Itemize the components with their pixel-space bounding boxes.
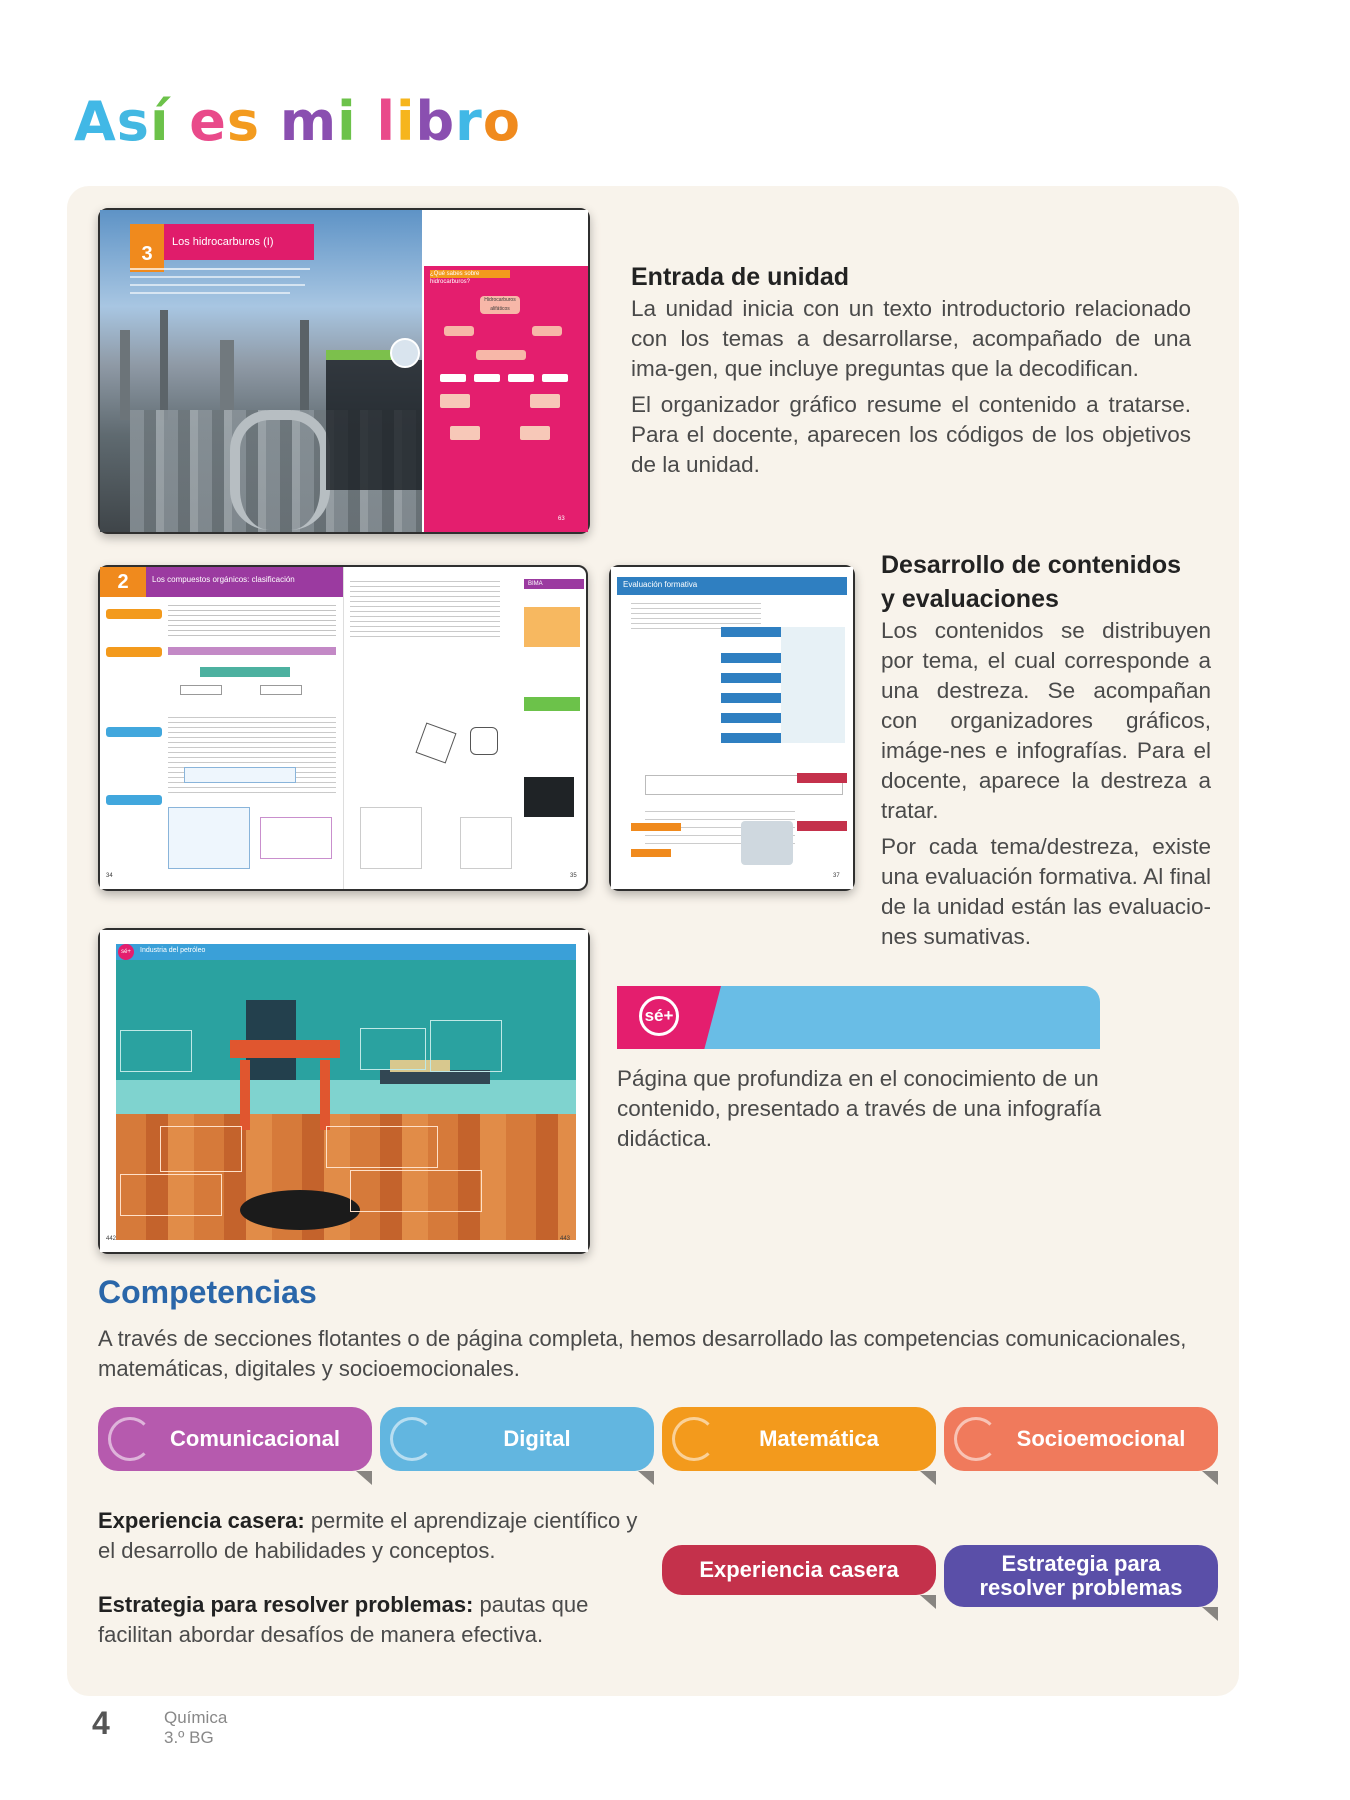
- estrategia-description: [98, 1590, 638, 1650]
- unit-question: ¿Qué sabes sobre hidrocarburos?: [430, 270, 510, 278]
- estrategia-text: pautas que facilitan abordar desafíos de manera efectiva.: [98, 1592, 589, 1647]
- estrategia-label: Estrategia para resolver problemas:: [98, 1592, 474, 1617]
- tag-matematica-label: Matemática: [759, 1426, 879, 1451]
- desarrollo-title-line-1: Desarrollo de contenidos: [881, 551, 1182, 579]
- desarrollo-title-line-2: y evaluaciones: [881, 585, 1059, 613]
- contents-number: 2: [100, 567, 146, 597]
- page-title: [74, 90, 521, 153]
- footer-subject: Química: [164, 1708, 228, 1727]
- semas-description: Página que profundiza en el conocimiento de un contenido, presentado a través de una infografía didáctica.: [617, 1066, 1102, 1151]
- title-letter: [357, 90, 377, 153]
- experiencia-label: Experiencia casera:: [98, 1508, 305, 1533]
- page-number: 4: [92, 1705, 110, 1741]
- entrada-paragraph-2: El organizador gráfico resume el contenido a tratarse. Para el docente, aparecen los códigos de los objetivos de la unidad.: [631, 392, 1191, 477]
- tag-socioemocional: [944, 1407, 1218, 1471]
- competencia-c-icon: [672, 1417, 716, 1461]
- entrada-section: [631, 260, 1191, 486]
- unit-heading: Los hidrocarburos (I): [164, 224, 314, 260]
- title-letter: í: [149, 90, 170, 153]
- organizer-root: Hidrocarburos alifáticos: [480, 296, 520, 314]
- competencia-ic-icon: [954, 1417, 998, 1461]
- tag-experiencia-casera-label: Experiencia casera: [699, 1557, 899, 1582]
- evaluation-preview: [609, 565, 855, 891]
- tag-matematica: [662, 1407, 936, 1471]
- title-letter: l: [376, 90, 396, 153]
- title-letter: b: [415, 90, 456, 153]
- contents-preview: [98, 565, 588, 891]
- tag-experiencia-casera: [662, 1545, 936, 1595]
- title-letter: s: [116, 90, 150, 153]
- desarrollo-paragraph-2: Por cada tema/destreza, existe una evaluación formativa. Al final de la unidad están las evaluacio-nes sumativas.: [881, 834, 1211, 949]
- contents-page-left: 34: [106, 873, 113, 879]
- tag-digital-label: Digital: [503, 1426, 571, 1451]
- contents-badge: BIMA: [524, 579, 584, 589]
- desarrollo-paragraph-1: Los contenidos se distribuyen por tema, el cual corresponde a una destreza. Se acompañan con organizadores gráficos, imáge-nes e infografías. Para el docente, aparece la destreza a tratar.: [881, 618, 1211, 823]
- infographic-preview: [98, 928, 590, 1254]
- infographic-page-right: 443: [560, 1236, 571, 1242]
- tag-socioemocional-label: Socioemocional: [1016, 1426, 1186, 1451]
- title-letter: [260, 90, 280, 153]
- title-letter: s: [226, 90, 261, 153]
- tag-comunicacional-label: Comunicacional: [170, 1426, 340, 1451]
- footer-grade: 3.º BG: [164, 1728, 214, 1747]
- unit-number: 3: [130, 224, 164, 272]
- contents-heading: Los compuestos orgánicos: clasificación: [152, 575, 295, 584]
- title-letter: m: [279, 90, 338, 153]
- experiencia-description: [98, 1506, 638, 1566]
- semas-banner: [617, 986, 1100, 1049]
- semas-badge: sé+: [639, 996, 679, 1036]
- desarrollo-section: [881, 548, 1211, 958]
- evaluation-page-number: 37: [833, 873, 840, 879]
- tag-estrategia-label-line-1: Estrategia para: [1001, 1551, 1161, 1576]
- competencia-c-icon: [390, 1417, 434, 1461]
- unit-page-number: 63: [558, 516, 565, 522]
- competencia-c-icon: [108, 1417, 152, 1461]
- title-letter: A: [74, 90, 117, 153]
- title-letter: r: [455, 90, 483, 153]
- unit-entry-preview: [98, 208, 590, 534]
- tag-digital: [380, 1407, 654, 1471]
- title-letter: i: [337, 90, 357, 153]
- title-letter: o: [482, 90, 521, 153]
- experiencia-text: permite el aprendizaje científico y el desarrollo de habilidades y conceptos.: [98, 1508, 638, 1563]
- tag-comunicacional: [98, 1407, 372, 1471]
- title-letter: e: [189, 90, 227, 153]
- entrada-paragraph-1: La unidad inicia con un texto introductorio relacionado con los temas a desarrollarse, acompañado de una ima-gen, que incluye preguntas que la decodifican.: [631, 296, 1191, 381]
- tag-estrategia-label-line-2: resolver problemas: [979, 1575, 1183, 1600]
- infographic-page-left: 442: [106, 1236, 117, 1242]
- contents-page-right: 35: [570, 873, 577, 879]
- entrada-title: Entrada de unidad: [631, 263, 850, 291]
- competencias-intro: A través de secciones flotantes o de página completa, hemos desarrollado las competencias comunicacionales, matemáticas, digitales y socioemocionales.: [98, 1326, 1187, 1381]
- infographic-badge: sé+: [118, 944, 134, 960]
- infographic-heading: Industria del petróleo: [140, 947, 206, 954]
- title-letter: [169, 90, 189, 153]
- competencias-title: Competencias: [98, 1274, 317, 1310]
- tag-estrategia: [944, 1545, 1218, 1607]
- evaluation-heading: Evaluación formativa: [623, 580, 698, 589]
- title-letter: i: [396, 90, 416, 153]
